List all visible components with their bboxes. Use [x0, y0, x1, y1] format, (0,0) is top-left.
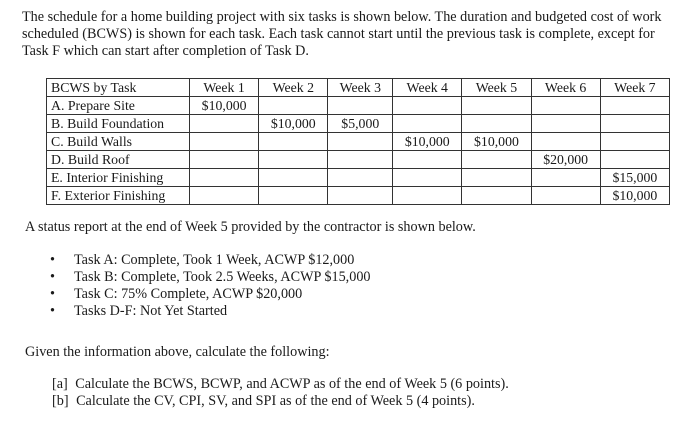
status-item-text: Tasks D-F: Not Yet Started	[74, 303, 228, 319]
intro-line-3: Task F which can start after completion of Task D.	[22, 43, 309, 59]
bcws-cell: $10,000	[190, 97, 259, 115]
intro-line-1: The schedule for a home building project with six tasks is shown below. The duration and budgeted cost of work	[22, 9, 662, 25]
column-header-week-5: Week 5	[462, 79, 531, 97]
bcws-cell	[393, 151, 462, 169]
bcws-cell	[462, 187, 531, 205]
list-item	[44, 269, 371, 286]
bullet-icon: •	[50, 303, 55, 319]
bcws-cell	[259, 97, 328, 115]
column-header-week-7: Week 7	[600, 79, 669, 97]
bcws-cell: $10,000	[600, 187, 669, 205]
bcws-cell: $10,000	[462, 133, 531, 151]
bcws-cell	[393, 97, 462, 115]
bcws-cell: $10,000	[393, 133, 462, 151]
list-item	[44, 286, 371, 303]
column-header-week-6: Week 6	[531, 79, 600, 97]
status-item-text: Task C: 75% Complete, ACWP $20,000	[74, 286, 303, 302]
status-item-text: Task A: Complete, Took 1 Week, ACWP $12,000	[74, 252, 355, 268]
column-header-task: BCWS by Task	[47, 79, 190, 97]
bcws-cell	[190, 133, 259, 151]
table-header-row	[47, 79, 670, 97]
bcws-cell	[393, 187, 462, 205]
bcws-schedule-table	[46, 78, 670, 205]
task-name-cell: C. Build Walls	[47, 133, 190, 151]
task-name-cell: E. Interior Finishing	[47, 169, 190, 187]
bcws-cell	[328, 169, 393, 187]
bcws-cell: $5,000	[328, 115, 393, 133]
table-row	[47, 97, 670, 115]
list-item	[52, 393, 509, 410]
bcws-cell	[259, 169, 328, 187]
table-row	[47, 187, 670, 205]
column-header-week-1: Week 1	[190, 79, 259, 97]
bcws-cell	[531, 133, 600, 151]
table-row	[47, 151, 670, 169]
bcws-cell	[190, 187, 259, 205]
status-report-list	[44, 252, 371, 320]
bullet-icon: •	[50, 269, 55, 285]
question-label: [a]	[52, 376, 68, 392]
bcws-cell	[328, 97, 393, 115]
given-instruction: Given the information above, calculate the following:	[25, 344, 330, 360]
task-name-cell: F. Exterior Finishing	[47, 187, 190, 205]
table-row	[47, 115, 670, 133]
bcws-cell	[600, 151, 669, 169]
bcws-cell	[328, 133, 393, 151]
column-header-week-4: Week 4	[393, 79, 462, 97]
bcws-cell	[600, 133, 669, 151]
task-name-cell: B. Build Foundation	[47, 115, 190, 133]
question-label: [b]	[52, 393, 69, 409]
question-list	[52, 376, 509, 410]
intro-paragraph	[22, 9, 694, 60]
table-row	[47, 133, 670, 151]
list-item	[44, 252, 371, 269]
bcws-cell: $20,000	[531, 151, 600, 169]
status-report-intro: A status report at the end of Week 5 provided by the contractor is shown below.	[25, 219, 476, 235]
bcws-cell	[259, 187, 328, 205]
bcws-cell	[531, 115, 600, 133]
bullet-icon: •	[50, 286, 55, 302]
bcws-cell: $10,000	[259, 115, 328, 133]
column-header-week-2: Week 2	[259, 79, 328, 97]
list-item	[44, 303, 371, 320]
column-header-week-3: Week 3	[328, 79, 393, 97]
status-item-text: Task B: Complete, Took 2.5 Weeks, ACWP $15,000	[74, 269, 371, 285]
bcws-cell	[462, 115, 531, 133]
bcws-cell	[531, 97, 600, 115]
task-name-cell: A. Prepare Site	[47, 97, 190, 115]
bcws-cell	[259, 151, 328, 169]
bullet-icon: •	[50, 252, 55, 268]
question-text: Calculate the CV, CPI, SV, and SPI as of the end of Week 5 (4 points).	[76, 393, 475, 409]
bcws-cell	[190, 151, 259, 169]
intro-line-2: scheduled (BCWS) is shown for each task. Each task cannot start until the previous task is complete, except for	[22, 26, 655, 42]
bcws-cell	[328, 151, 393, 169]
bcws-cell	[190, 115, 259, 133]
table-row	[47, 169, 670, 187]
bcws-cell	[462, 151, 531, 169]
bcws-cell	[328, 187, 393, 205]
bcws-cell	[600, 97, 669, 115]
question-text: Calculate the BCWS, BCWP, and ACWP as of the end of Week 5 (6 points).	[75, 376, 509, 392]
bcws-cell	[600, 115, 669, 133]
bcws-cell	[462, 97, 531, 115]
bcws-cell: $15,000	[600, 169, 669, 187]
bcws-cell	[393, 115, 462, 133]
bcws-cell	[190, 169, 259, 187]
bcws-cell	[393, 169, 462, 187]
task-name-cell: D. Build Roof	[47, 151, 190, 169]
bcws-cell	[259, 133, 328, 151]
bcws-cell	[462, 169, 531, 187]
bcws-cell	[531, 169, 600, 187]
list-item	[52, 376, 509, 393]
bcws-cell	[531, 187, 600, 205]
